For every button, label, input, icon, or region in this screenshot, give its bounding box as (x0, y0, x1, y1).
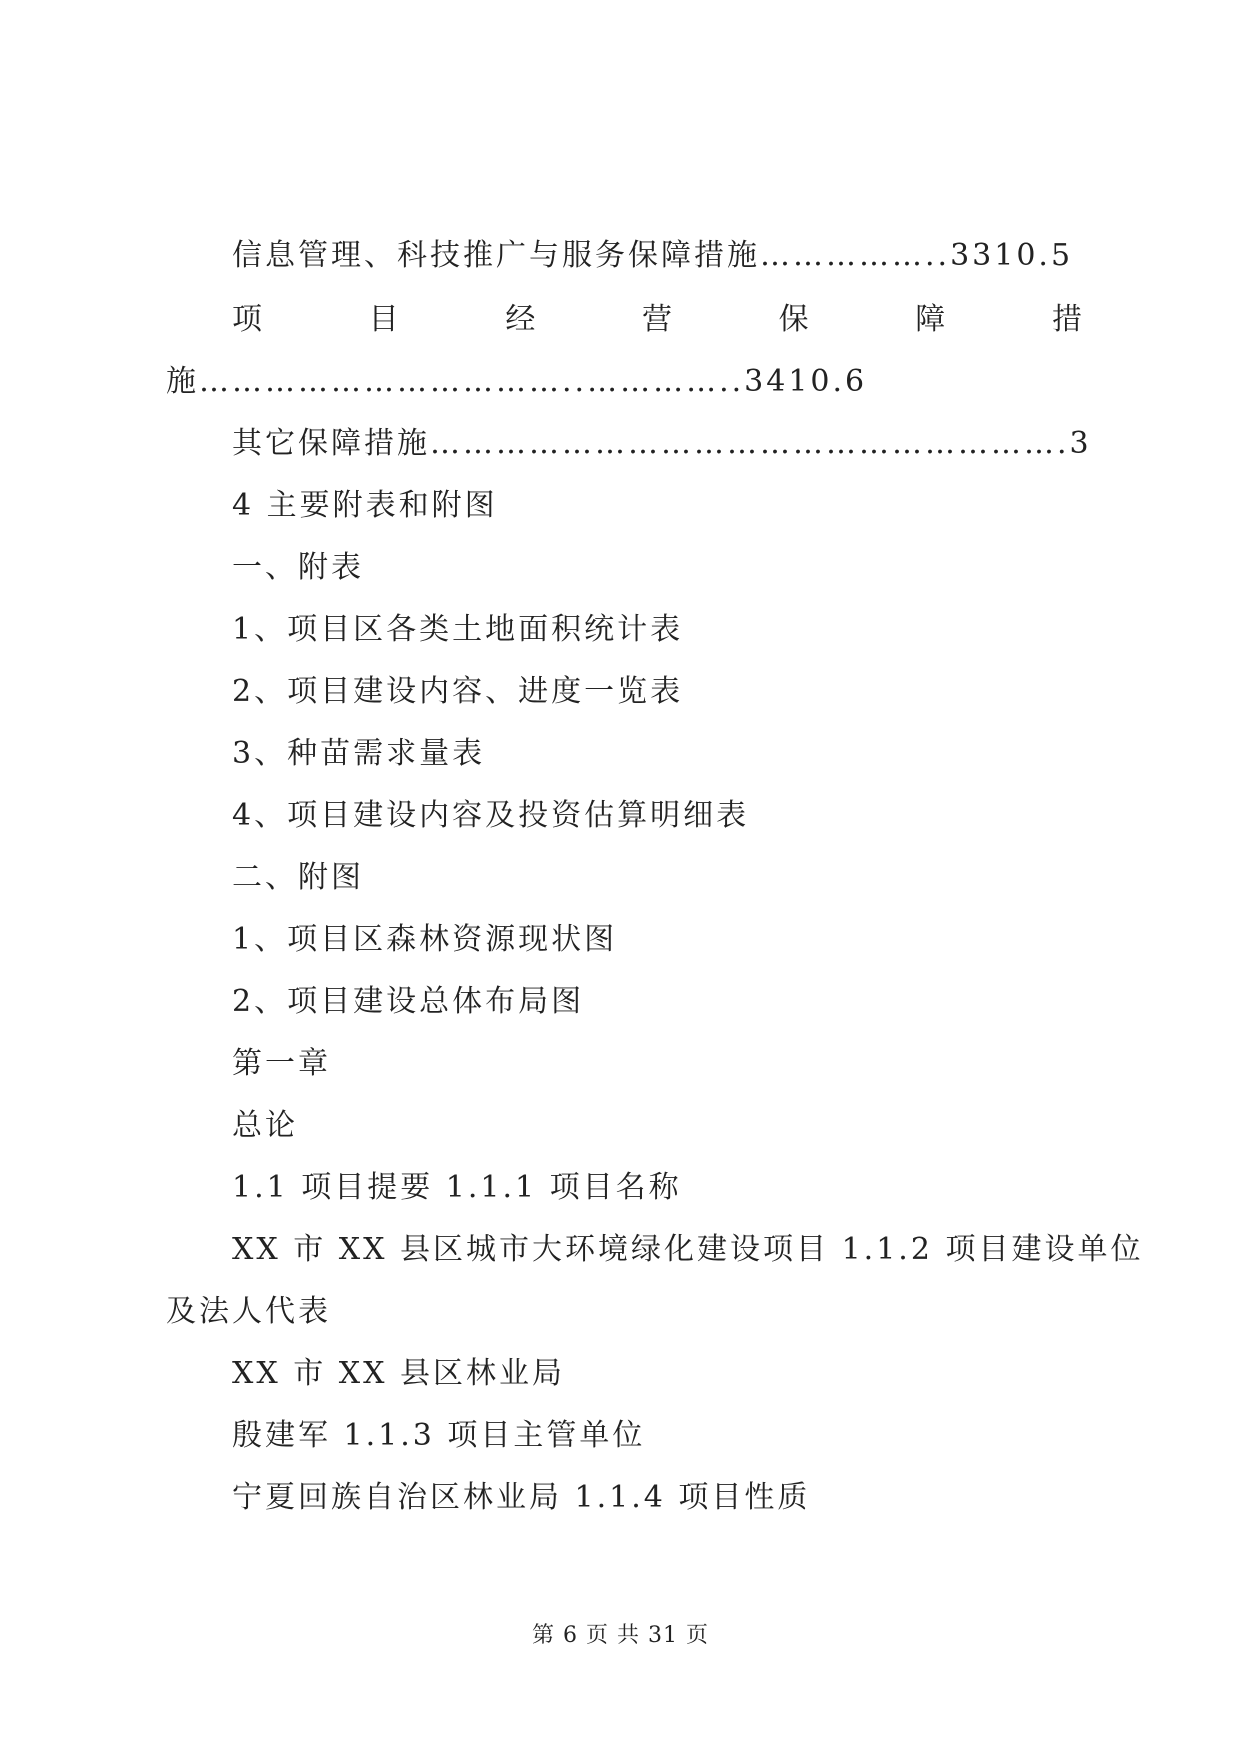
list-item: 4、项目建设内容及投资估算明细表 (232, 798, 750, 833)
toc-spread-char: 目 (368, 302, 399, 337)
list-item: 3、种苗需求量表 (232, 736, 486, 771)
toc-line-other-measures: 其它保障措施………………………………………………….3 (232, 426, 1092, 461)
section-heading: 4 主要附表和附图 (232, 488, 498, 523)
paragraph-line: XX 市 XX 县区城市大环境绿化建设项目 1.1.2 项目建设单位 (232, 1232, 1144, 1267)
subsection-heading: 一、附表 (232, 550, 364, 585)
toc-spread-char: 经 (505, 302, 536, 337)
toc-spread-char: 保 (778, 302, 809, 337)
subsection-heading: 二、附图 (232, 860, 364, 895)
paragraph-line: 殷建军 1.1.3 项目主管单位 (232, 1418, 646, 1453)
toc-line-info-management: 信息管理、科技推广与服务保障措施……………..3310.5 (232, 238, 1074, 273)
toc-spread-char: 措 (1051, 302, 1082, 337)
toc-spread-char: 障 (915, 302, 946, 337)
toc-spread-char: 项 (232, 302, 262, 337)
toc-line-continuation: 施……………………………..…………..3410.6 (166, 364, 868, 399)
page-number-footer: 第 6 页 共 31 页 (532, 1623, 709, 1648)
list-item: 2、项目建设总体布局图 (232, 984, 585, 1019)
paragraph-line: XX 市 XX 县区林业局 (232, 1356, 566, 1391)
paragraph-line: 及法人代表 (166, 1294, 331, 1329)
list-item: 2、项目建设内容、进度一览表 (232, 674, 684, 709)
chapter-title: 第一章 (232, 1046, 331, 1081)
toc-line-spread (232, 300, 1082, 340)
paragraph-line: 1.1 项目提要 1.1.1 项目名称 (232, 1170, 682, 1205)
list-item: 1、项目区森林资源现状图 (232, 922, 618, 957)
paragraph-line: 宁夏回族自治区林业局 1.1.4 项目性质 (232, 1480, 811, 1515)
list-item: 1、项目区各类土地面积统计表 (232, 612, 684, 647)
chapter-subtitle: 总论 (232, 1108, 298, 1143)
toc-spread-char: 营 (641, 302, 672, 337)
